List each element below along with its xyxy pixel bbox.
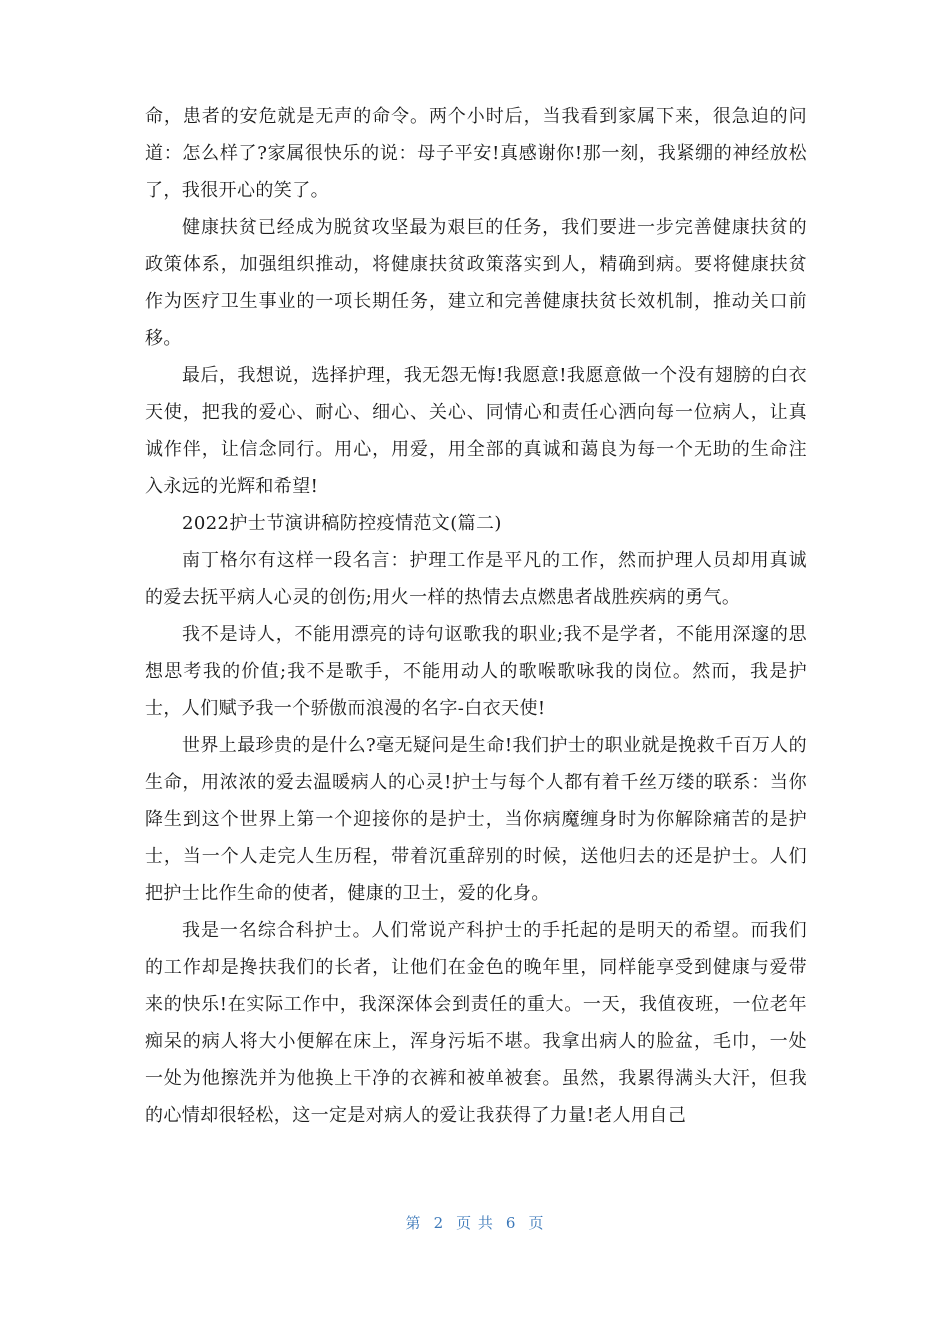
paragraph: 健康扶贫已经成为脱贫攻坚最为艰巨的任务，我们要进一步完善健康扶贫的政策体系，加强组织推动，将健康扶贫政策落实到人，精确到病。要将健康扶贫作为医疗卫生事业的一项长期任务，建立和完善健康扶贫长效机制，推动关口前移。 (145, 217, 807, 349)
footer-label-page: 第 (405, 1214, 422, 1232)
section-heading: 2022护士节演讲稿防控疫情范文(篇二) (182, 513, 502, 534)
footer-total-pages: 6 (505, 1214, 517, 1232)
footer-label-end: 页 (528, 1214, 545, 1232)
document-body (145, 98, 807, 1134)
paragraph: 世界上最珍贵的是什么?毫无疑问是生命!我们护士的职业就是挽救千百万人的生命，用浓浓的爱去温暖病人的心灵!护士与每个人都有着千丝万缕的联系：当你降生到这个世界上第一个迎接你的是护士，当你病魔缠身时为你解除痛苦的是护士，当一个人走完人生历程，带着沉重辞别的时候，送他归去的还是护士。人们把护士比作生命的使者，健康的卫士，爱的化身。 (145, 735, 807, 904)
paragraph: 我不是诗人，不能用漂亮的诗句讴歌我的职业;我不是学者，不能用深邃的思想思考我的价值;我不是歌手，不能用动人的歌喉歌咏我的岗位。然而，我是护士，人们赋予我一个骄傲而浪漫的名字-白衣天使! (145, 624, 807, 719)
footer-label-total: 页 共 (456, 1214, 494, 1232)
paragraph: 南丁格尔有这样一段名言：护理工作是平凡的工作，然而护理人员却用真诚的爱去抚平病人心灵的创伤;用火一样的热情去点燃患者战胜疾病的勇气。 (145, 550, 807, 608)
footer-current-page: 2 (433, 1214, 445, 1232)
paragraph-continuation: 命，患者的安危就是无声的命令。两个小时后，当我看到家属下来，很急迫的问道：怎么样了?家属很快乐的说：母子平安!真感谢你!那一刻，我紧绷的神经放松了，我很开心的笑了。 (145, 106, 807, 201)
paragraph: 最后，我想说，选择护理，我无怨无悔!我愿意!我愿意做一个没有翅膀的白衣天使，把我的爱心、耐心、细心、关心、同情心和责任心洒向每一位病人，让真诚作伴，让信念同行。用心，用爱，用全部的真诚和蔼良为每一个无助的生命注入永远的光辉和希望! (145, 365, 807, 497)
paragraph: 我是一名综合科护士。人们常说产科护士的手托起的是明天的希望。而我们的工作却是搀扶我们的长者，让他们在金色的晚年里，同样能享受到健康与爱带来的快乐!在实际工作中，我深深体会到责任的重大。一天，我值夜班，一位老年痴呆的病人将大小便解在床上，浑身污垢不堪。我拿出病人的脸盆，毛巾，一处一处为他擦洗并为他换上干净的衣裤和被单被套。虽然，我累得满头大汗，但我的心情却很轻松，这一定是对病人的爱让我获得了力量!老人用自己 (145, 920, 807, 1126)
page-footer (0, 1212, 950, 1233)
